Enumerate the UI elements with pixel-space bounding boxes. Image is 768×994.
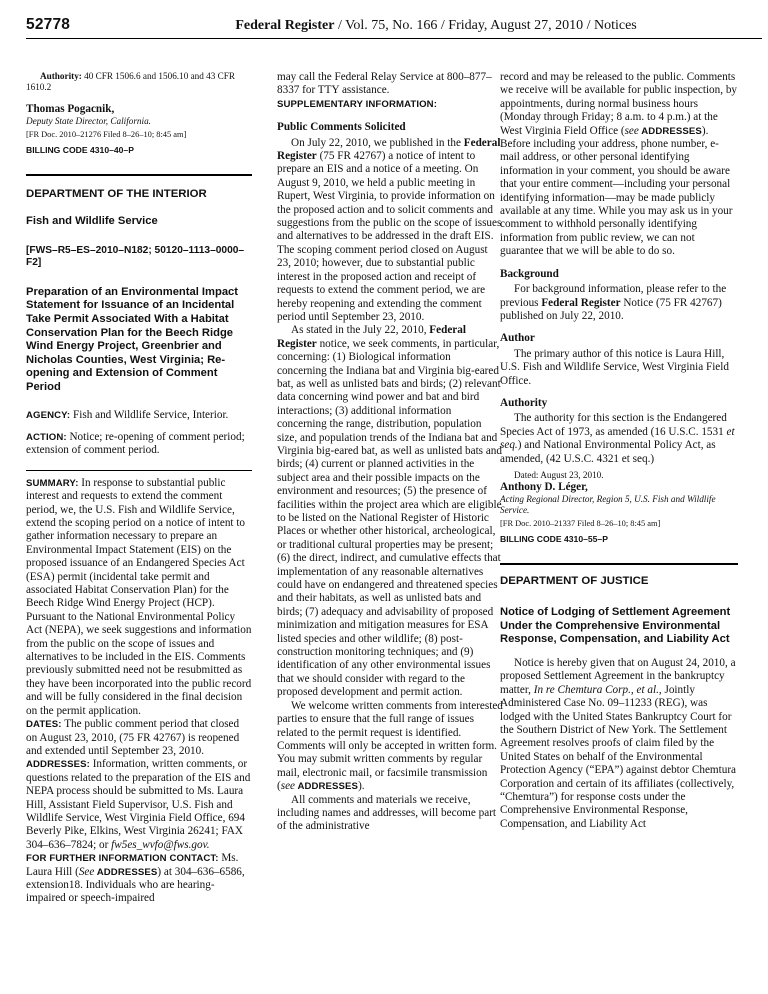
column-1: [26, 71, 252, 906]
relay-continuation: may call the Federal Relay Service at 800–877–8337 for TTY assistance.: [277, 71, 492, 97]
paragraph-all-comments: All comments and materials we receive, including names and addresses, will become part of the administrative: [277, 793, 497, 833]
contact-label: FOR FURTHER INFORMATION CONTACT:: [26, 853, 219, 865]
authority-label: Authority:: [40, 71, 82, 81]
contact-text-1: Ms. Laura Hill (: [26, 852, 239, 878]
running-title: [195, 18, 636, 38]
authority-text-a: The authority for this section is the Endangered Species Act of 1973, as amended (16 U.S.C. 1531: [500, 412, 727, 438]
action-label: ACTION:: [26, 431, 67, 443]
summary-label: SUMMARY:: [26, 477, 79, 489]
authority-text: 40 CFR 1506.6 and 1506.10 and 43 CFR 1610.2: [26, 71, 235, 92]
authority-paragraph: [500, 412, 738, 466]
cont-addresses-ref: ADDRESSES: [638, 125, 702, 137]
publication-name: Federal Register: [235, 18, 335, 33]
author-heading: Author: [500, 332, 535, 345]
paragraph-welcome-comments: [277, 700, 503, 794]
column-2: [277, 71, 503, 834]
signer-title: Deputy State Director, California.: [26, 116, 151, 127]
addresses-label: ADDRESSES:: [26, 759, 90, 771]
dates-label: DATES:: [26, 719, 62, 731]
document-title: Preparation of an Environmental Impact Statement for Issuance of an Incidental Take Permit Associated With a Habitat Conservation Plan for the Beech Ridge Wind Energy Project, Greenbrier and Nicholas Counties, West Virginia; Re-opening and Extension of Comment Period: [26, 285, 238, 393]
p2-text-a: As stated in the July 22, 2010,: [291, 324, 430, 337]
p1-text-b: (75 FR 42767) a notice of intent to prepare an EIS and a notice of a meeting. On August 9, 2010, we held a public meeting in Rupert, West Virginia, to provide information on the proposed action and to solicit comments and suggestions from the public on the scope of issues and alternatives to be addressed in the draft EIS. The scoping comment period closed on August 23, 2010; however, due to substantial public interest in the proposed action and receipt of requests to extend the comment period, we are hereby reopening and extending the comment period until September 23, 2010.: [277, 150, 502, 323]
background-paragraph: [500, 283, 738, 323]
contact-text-2: ) at 304–636–6586, extension18. Individuals who are hearing-impaired or speech-impaired: [26, 865, 245, 905]
contact-line: [26, 852, 252, 906]
addresses-email: fw5es_wvfo@fws.gov.: [111, 838, 210, 851]
fr-doc-line-2: [FR Doc. 2010–21337 Filed 8–26–10; 8:45 am]: [500, 519, 661, 529]
agency-text: Fish and Wildlife Service, Interior.: [70, 408, 229, 421]
action-line: [26, 431, 252, 458]
billing-code: BILLING CODE 4310–40–P: [26, 145, 134, 156]
contact-see: See: [78, 865, 95, 878]
summary-text: In response to substantial public interest and requests to extend the comment period, we, the U.S. Fish and Wildlife Service, extend the scoping period on a notice of intent to gather information necessary to prepare an Environmental Impact Statement (EIS) on the proposed issuance of an Endangered Species Act (ESA) permit (incidental take permit and associated Habitat Conservation Plan) for the Beech Ridge Wind Energy Project (HCP). Pursuant to the National Environmental Policy Act (NEPA), we seek suggestions and information from the public on the scope of issues and alternatives to be included in the EIS. Comments previously submitted need not be resubmitted as they have been incorporated into the public record and will be fully considered in the final decision on the permit application.: [26, 476, 252, 717]
p3-addresses-ref: ADDRESSES: [295, 781, 359, 793]
paragraph-comments-sought: [277, 324, 503, 699]
summary-line: [26, 477, 252, 718]
agency-heading: DEPARTMENT OF THE INTERIOR: [26, 187, 207, 200]
p2-text-b: notice, we seek comments, in particular, concerning: (1) Biological information concerning the Indiana bat and Virginia big-eared bat, as well as unlisted bats and birds; (2) relevant data concerning wind power and bat and bird interactions; (3) additional information concerning the range, distribution, population size, and population trends of the Indiana bat and Virginia big-eared bat, as well as unlisted bats and birds; (4) current or planned activities in the subject area and their possible impacts on the environment and resources; (5) the presence of facilities within the project area which are eligible to be listed on the National Register of Historic Places or whether other historical, archeological, or traditional cultural properties may be present; (6) the direct, indirect, and cumulative effects that implementation of any reasonable alternatives could have on endangered and threatened species and their habitats, as well as unlisted bats and birds; (7) adequacy and advisability of proposed minimization and mitigation measures for ESA listed species and other wildlife; (8) post-construction monitoring techniques; and (9) identification of any other environmental issues that we should consider with regard to the proposed development and permit action.: [277, 337, 502, 699]
p2-federal-register: Federal Register: [277, 324, 466, 350]
summary-divider: [26, 470, 252, 471]
supplementary-label: SUPPLEMENTARY INFORMATION:: [277, 98, 438, 110]
running-header: [26, 12, 762, 39]
background-heading: Background: [500, 267, 559, 280]
lodging-text-a: Notice is hereby given that on August 24, 2010, a proposed Settlement Agreement in the bankruptcy matter,: [500, 656, 736, 696]
authority-heading: Authority: [500, 396, 548, 409]
author-paragraph: The primary author of this notice is Laura Hill, U.S. Fish and Wildlife Service, West Virginia Field Office.: [500, 347, 729, 387]
billing-code-2: BILLING CODE 4310–55–P: [500, 534, 608, 545]
signer-title-2: Acting Regional Director, Region 5, U.S. Fish and Wildlife Service.: [500, 494, 716, 516]
lodging-text-b: , Jointly Administered Case No. 09–11233 (REG), was lodged with the United States Bankruptcy Court for the Southern District of New York. The Settlement Agreement resolves proofs of claim filed by the United States on behalf of the Environmental Protection Agency (“EPA”) against debtor Chemtura Corporation and certain of its affiliates (collectively, “Chemtura”) for response costs under the Comprehensive Environmental Response, Compensation, and Liability Act: [500, 683, 737, 830]
section-divider: [26, 174, 252, 176]
contact-addresses-ref: ADDRESSES: [94, 866, 158, 878]
page-number: 52778: [26, 16, 71, 33]
fr-doc-line: [FR Doc. 2010–21276 Filed 8–26–10; 8:45 am]: [26, 130, 187, 140]
action-text: Notice; re-opening of comment period; extension of comment period.: [26, 430, 245, 457]
bg-federal-register: Federal Register: [541, 296, 621, 309]
authority-line: [26, 71, 252, 93]
p1-federal-register: Federal Register: [277, 136, 501, 163]
p3-text-b: ).: [358, 780, 365, 793]
section-divider-2: [500, 563, 738, 565]
dates-text: The public comment period that closed on August 23, 2010, (75 FR 42767) is reopened and extended until September 23, 2010.: [26, 718, 240, 757]
p3-see: see: [280, 780, 296, 793]
signer-name: Thomas Pogacnik,: [26, 103, 115, 115]
docket-number: [FWS–R5–ES–2010–N182; 50120–1113–0000–F2]: [26, 244, 245, 269]
lodging-case: In re Chemtura Corp., et al.: [533, 683, 659, 696]
public-comments-heading: Public Comments Solicited: [277, 121, 406, 134]
authority-et-seq: et seq.: [500, 425, 735, 452]
addresses-text: Information, written comments, or questions related to the preparation of the EIS and NEPA process should be submitted to Ms. Laura Hill, Assistant Field Supervisor, U.S. Fish and Wildlife Service, West Virginia Field Office, 694 Beverly Pike, Elkins, West Virginia 26241; FAX 304–636–7824; or: [26, 758, 251, 851]
record-continuation: [500, 71, 738, 259]
agency-heading-2: DEPARTMENT OF JUSTICE: [500, 574, 649, 587]
p1-text-a: On July 22, 2010, we published in the: [291, 136, 464, 149]
cont-see: see: [624, 124, 639, 137]
agency-line: [26, 409, 252, 422]
bg-text-a: For background information, please refer to the previous: [500, 283, 727, 309]
paragraph-july-22: [277, 137, 503, 325]
document-title-2: Notice of Lodging of Settlement Agreement Under the Comprehensive Environmental Response, Compensation, and Liability Act: [500, 606, 731, 646]
authority-text-b: ) and National Environmental Policy Act, as amended, (42 U.S.C. 4321 et seq.): [500, 439, 716, 465]
dated-line: Dated: August 23, 2010.: [514, 469, 604, 480]
column-3: [500, 71, 738, 831]
dates-line: [26, 718, 252, 758]
cont-text-b: ). Before including your address, phone number, e-mail address, or other personal identifying information in your comment, you should be aware that your entire comment—including your personal identifying information—may be made publicly available at any time. While you may ask us in your comment to withhold personally identifying information from public review, we can not guarantee that we will be able to do so.: [500, 124, 733, 258]
addresses-line: [26, 758, 252, 852]
subagency-heading: Fish and Wildlife Service: [26, 215, 158, 228]
signer-name-2: Anthony D. Léger,: [500, 480, 588, 493]
issue-info: / Vol. 75, No. 166 / Friday, August 27, 2010 / Notices: [334, 18, 637, 33]
cont-text-a: record and may be released to the public. Comments we receive will be available for public inspection, by appointments, during normal business hours (Monday through Friday; 8 a.m. to 4 p.m.) at the West Virginia Field Office (: [500, 71, 738, 137]
agency-label: AGENCY:: [26, 409, 71, 421]
bg-text-b: Notice (75 FR 42767) published on July 22, 2010.: [500, 296, 722, 322]
p3-text-a: We welcome written comments from interested parties to ensure that the full range of issues related to the permit request is identified. Comments will only be accepted in written form. You may submit written comments by regular mail, electronic mail, or facsimile transmission (: [277, 699, 503, 793]
lodging-paragraph: [500, 657, 738, 831]
